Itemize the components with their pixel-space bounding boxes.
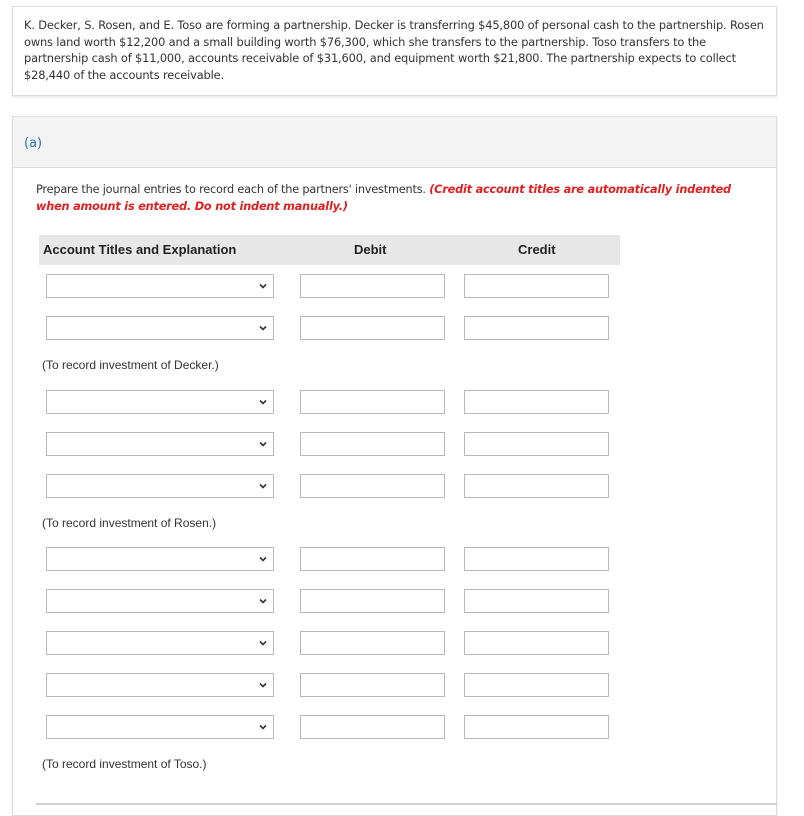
instruction-text: Prepare the journal entries to record each of the partners' investments.: [36, 183, 426, 196]
problem-statement-box: [12, 6, 777, 96]
problem-statement: K. Decker, S. Rosen, and E. Toso are forming a partnership. Decker is transferring $45,800 of personal cash to the partnership. Rosen owns land worth $12,200 and a small building worth $76,300, which she transfers to the partnership. Toso transfers to the partnership cash of $11,000, accounts receivable of $31,600, and equipment worth $21,800. The partnership expects to collect $28,440 of the accounts receivable.: [24, 18, 764, 82]
debit-input[interactable]: [300, 673, 445, 697]
account-select[interactable]: [46, 673, 274, 697]
chevron-down-icon: [257, 396, 269, 408]
chevron-down-icon: [257, 553, 269, 565]
part-label: (a): [24, 136, 43, 151]
entry-memo-rosen: (To record investment of Rosen.): [42, 516, 217, 530]
instruction-note: (Credit account titles are automatically indented when amount is entered. Do not indent manually.): [36, 183, 731, 213]
credit-input[interactable]: [464, 274, 609, 298]
account-select[interactable]: [46, 316, 274, 340]
chevron-down-icon: [257, 322, 269, 334]
account-select[interactable]: [46, 274, 274, 298]
credit-input[interactable]: [464, 589, 609, 613]
credit-input[interactable]: [464, 432, 609, 456]
section-divider: [36, 803, 777, 805]
account-select[interactable]: [46, 631, 274, 655]
credit-input[interactable]: [464, 390, 609, 414]
credit-input[interactable]: [464, 631, 609, 655]
credit-input[interactable]: [464, 547, 609, 571]
debit-input[interactable]: [300, 715, 445, 739]
credit-input[interactable]: [464, 715, 609, 739]
debit-input[interactable]: [300, 274, 445, 298]
chevron-down-icon: [257, 280, 269, 292]
column-header-credit: Credit: [518, 242, 556, 257]
debit-input[interactable]: [300, 589, 445, 613]
chevron-down-icon: [257, 721, 269, 733]
chevron-down-icon: [257, 595, 269, 607]
chevron-down-icon: [257, 480, 269, 492]
account-select[interactable]: [46, 547, 274, 571]
chevron-down-icon: [257, 637, 269, 649]
account-select[interactable]: [46, 474, 274, 498]
journal-table-header: [39, 235, 620, 265]
part-a-panel: [12, 116, 777, 816]
debit-input[interactable]: [300, 432, 445, 456]
debit-input[interactable]: [300, 316, 445, 340]
instructions: [36, 181, 736, 215]
part-header: [13, 117, 776, 168]
debit-input[interactable]: [300, 474, 445, 498]
debit-input[interactable]: [300, 547, 445, 571]
debit-input[interactable]: [300, 631, 445, 655]
account-select[interactable]: [46, 589, 274, 613]
credit-input[interactable]: [464, 673, 609, 697]
account-select[interactable]: [46, 390, 274, 414]
credit-input[interactable]: [464, 316, 609, 340]
chevron-down-icon: [257, 438, 269, 450]
credit-input[interactable]: [464, 474, 609, 498]
account-select[interactable]: [46, 715, 274, 739]
debit-input[interactable]: [300, 390, 445, 414]
account-select[interactable]: [46, 432, 274, 456]
entry-memo-toso: (To record investment of Toso.): [42, 757, 207, 771]
chevron-down-icon: [257, 679, 269, 691]
entry-memo-decker: (To record investment of Decker.): [42, 358, 219, 372]
column-header-debit: Debit: [354, 242, 387, 257]
column-header-account: Account Titles and Explanation: [43, 242, 237, 257]
